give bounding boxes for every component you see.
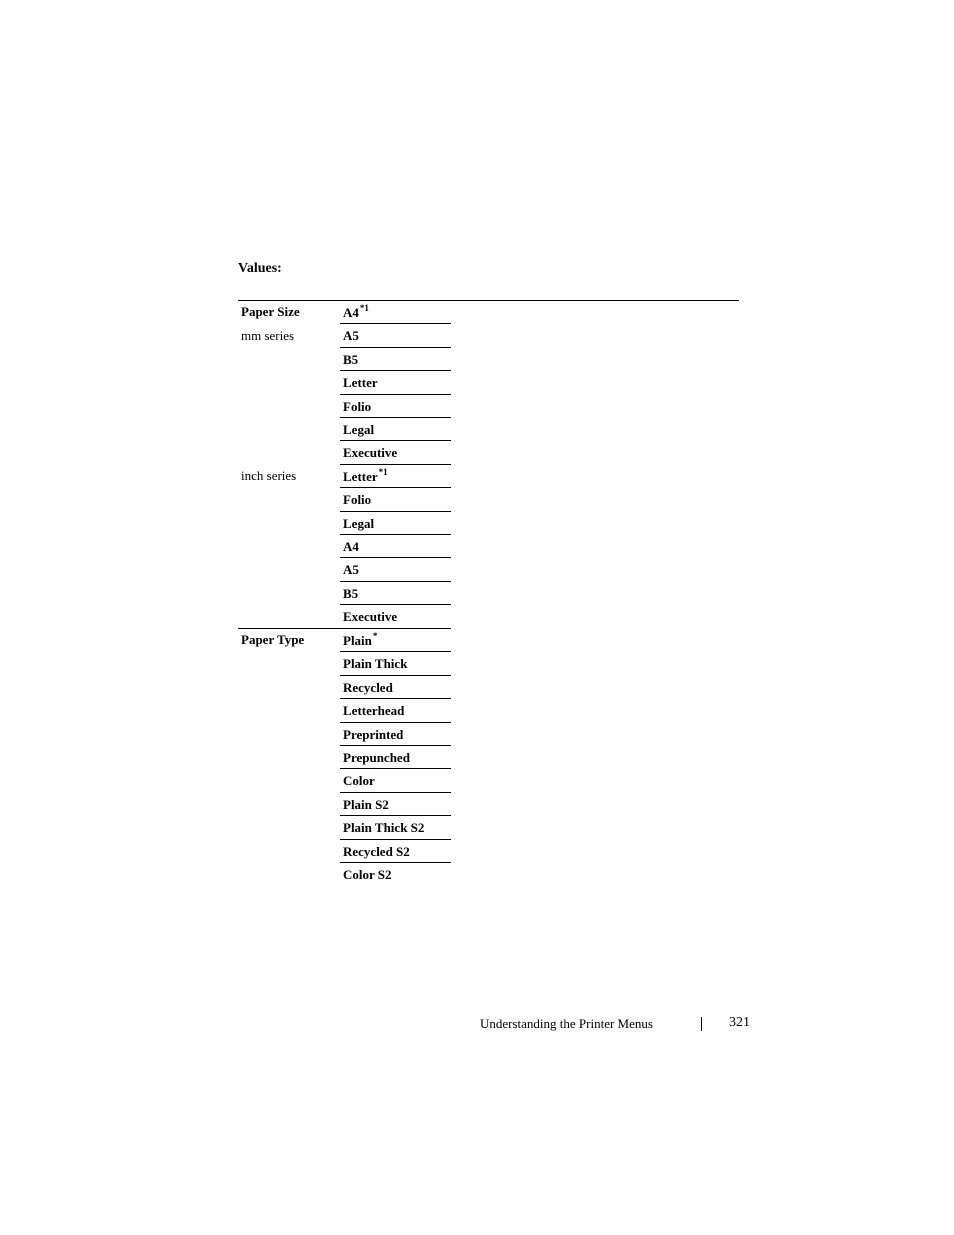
inch-series-label: inch series — [241, 468, 297, 483]
value-text: Letterhead — [343, 703, 405, 719]
value-text: B5 — [343, 585, 359, 601]
value-footnote-mark: *1 — [359, 303, 369, 313]
value-row — [340, 793, 451, 816]
value-text: Preprinted — [343, 726, 404, 742]
value-text: Color — [343, 773, 375, 789]
value-row — [340, 324, 451, 347]
value-row — [340, 488, 451, 511]
value-row — [340, 558, 451, 581]
value-row — [340, 465, 451, 488]
value-text: Legal — [343, 421, 375, 437]
value-text: Prepunched — [343, 749, 410, 765]
value-row — [340, 512, 451, 535]
value-row — [340, 395, 451, 418]
value-row — [340, 816, 451, 839]
mm-series-label: mm series — [241, 328, 295, 343]
value-text: A4 — [343, 538, 359, 554]
value-footnote-mark: *1 — [378, 466, 388, 477]
value-text: Color S2 — [343, 866, 392, 882]
value-text: Executive — [343, 445, 398, 461]
value-row — [340, 629, 451, 652]
value-text: Plain S2 — [343, 796, 389, 812]
footer-separator — [701, 1017, 702, 1031]
value-row — [340, 348, 451, 371]
value-row — [340, 746, 451, 769]
value-text: B5 — [343, 351, 359, 367]
value-text: Executive — [343, 609, 398, 625]
section-heading: Values: — [238, 261, 282, 276]
value-row — [340, 723, 451, 746]
value-row — [340, 699, 451, 722]
value-text: A5 — [343, 562, 359, 578]
value-row — [340, 676, 451, 699]
paper-type-values — [340, 629, 451, 886]
value-footnote-mark: * — [372, 631, 378, 641]
value-row — [340, 840, 451, 863]
value-text: Legal — [343, 515, 375, 531]
value-row — [340, 605, 451, 628]
value-text: Recycled S2 — [343, 843, 410, 859]
page-number: 321 — [729, 1015, 750, 1030]
value-row — [340, 863, 451, 886]
value-row — [340, 652, 451, 675]
value-text: Folio — [343, 398, 372, 414]
value-row — [340, 769, 451, 792]
paper-size-values — [340, 301, 451, 628]
paper-type-label: Paper Type — [241, 632, 305, 647]
value-row — [340, 371, 451, 394]
value-row — [340, 441, 451, 464]
value-text: Letter — [343, 468, 378, 484]
paper-size-label: Paper Size — [241, 304, 300, 319]
value-text: Plain Thick — [343, 656, 408, 672]
value-text: Folio — [343, 492, 372, 508]
value-text: Plain Thick S2 — [343, 820, 425, 836]
value-text: Letter — [343, 375, 378, 391]
table-top-rule — [238, 300, 739, 301]
footer-title: Understanding the Printer Menus — [480, 1016, 653, 1031]
value-text: A4 — [343, 305, 359, 320]
value-text: A5 — [343, 328, 359, 344]
value-row — [340, 418, 451, 441]
value-text: Plain — [343, 633, 372, 648]
value-row — [340, 535, 451, 558]
value-text: Recycled — [343, 679, 393, 695]
value-row — [340, 582, 451, 605]
value-row — [340, 301, 451, 324]
